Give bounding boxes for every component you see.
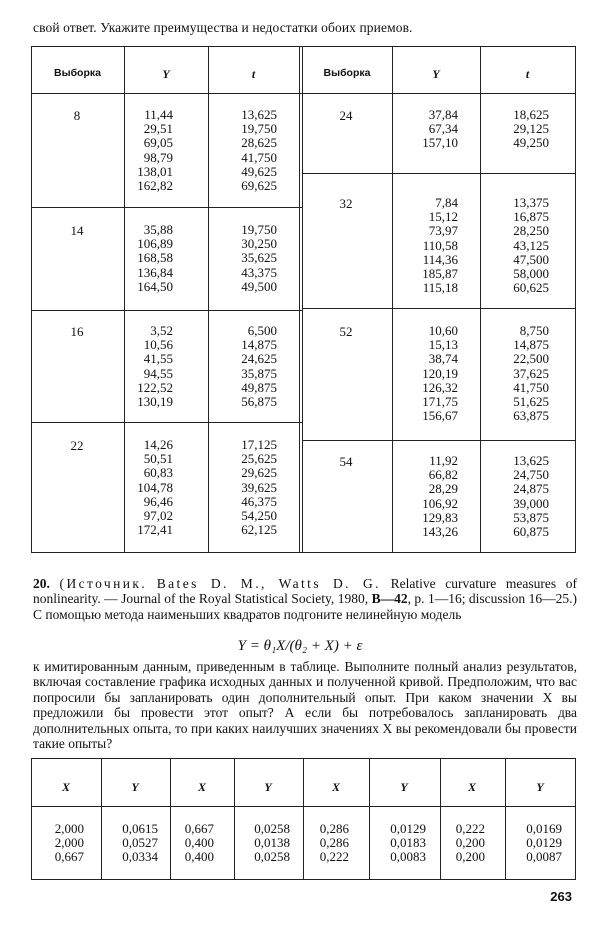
- t-values: 8,750 14,875 22,500 37,625 41,750 51,625 63,875: [513, 323, 549, 424]
- y-column: 0,0129 0,0183 0,0083: [390, 821, 426, 864]
- problem-text-2: к имитированным данным, приведенным в таблице. Выполните полный анализ результатов, включая составление графика исходных данных и полученной кривой. Предположим, что вас попросили бы запланировать один дополнительный опыт. При каком значении X вы предложили бы провести этот опыт? А если бы потребовалось запланировать два дополнительных опыта, то при каких наилучших значениях X вы рекомендовали бы провести такие опыты?: [33, 659, 577, 752]
- reference-text: Relative curvature measures of nonlinearity. — Journal of the Royal Statistical Society, 1980,: [33, 576, 578, 607]
- y-values: 7,84 15,12 73,97 110,58 114,36 185,87 115,18: [422, 195, 458, 296]
- t-values: 6,500 14,875 24,625 35,875 49,875 56,875: [241, 323, 277, 410]
- header-sample-right: Выборка: [323, 67, 371, 79]
- authors: Bates D. M., Watts D. G.: [156, 576, 381, 591]
- page-number: 263: [550, 889, 572, 904]
- sample-label: 54: [339, 454, 353, 469]
- y-values: 11,92 66,82 28,29 106,92 129,83 143,26: [422, 453, 458, 540]
- sample-label: 14: [70, 223, 84, 238]
- x-column: 2,000 2,000 0,667: [54, 821, 84, 864]
- y-column: 0,0615 0,0527 0,0334: [122, 821, 158, 864]
- header-y-right: Y: [432, 67, 440, 81]
- x-column: 0,286 0,286 0,222: [319, 821, 349, 864]
- header-y: Y: [131, 780, 139, 794]
- y-values: 37,84 67,34 157,10: [422, 107, 458, 151]
- simulated-data-table: [31, 758, 576, 880]
- sample-label: 52: [339, 324, 353, 339]
- t-values: 18,625 29,125 49,250: [513, 107, 549, 151]
- t-values: 13,625 19,750 28,625 41,750 49,625 69,625: [241, 107, 277, 194]
- model-formula: Y = θ₁X/(θ₂ + X) + ε: [237, 638, 363, 654]
- header-x: X: [61, 780, 70, 794]
- y-values: 35,88 106,89 168,58 136,84 164,50: [137, 222, 173, 294]
- sample-label: 8: [73, 108, 81, 123]
- header-x: X: [197, 780, 206, 794]
- sample-label: 22: [70, 438, 84, 453]
- header-t-left: t: [251, 67, 256, 81]
- t-values: 13,625 24,750 24,875 39,000 53,875 60,875: [513, 453, 549, 540]
- t-values: 17,125 25,625 29,625 39,625 46,375 54,250 62,125: [241, 437, 277, 538]
- y-values: 11,44 29,51 69,05 98,79 138,01 162,82: [137, 107, 173, 194]
- header-y-left: Y: [162, 67, 170, 81]
- sample-label: 16: [70, 324, 84, 339]
- header-y: Y: [264, 780, 272, 794]
- problem-text-1: [33, 576, 577, 622]
- y-values: 10,60 15,13 38,74 120,19 126,32 171,75 156,67: [422, 323, 458, 424]
- header-y: Y: [400, 780, 408, 794]
- reference-end: , p. 1—16; discussion 16—25.) С помощью метода наименьших квадратов подгоните нелинейную модель: [33, 591, 577, 622]
- header-x: X: [331, 780, 340, 794]
- x-column: 0,222 0,200 0,200: [455, 821, 485, 864]
- sample-label: 24: [339, 108, 353, 123]
- header-sample-left: Выборка: [54, 67, 101, 79]
- header-y: Y: [536, 780, 544, 794]
- header-t-right: t: [525, 67, 530, 81]
- y-values: 14,26 50,51 60,83 104,78 96,46 97,02 172,41: [137, 437, 173, 538]
- source-word: (Источник.: [59, 576, 148, 591]
- t-values: 19,750 30,250 35,625 43,375 49,500: [241, 222, 277, 294]
- volume: B—42: [371, 591, 408, 607]
- y-column: 0,0258 0,0138 0,0258: [254, 821, 290, 864]
- t-values: 13,375 16,875 28,250 43,125 47,500 58,000 60,625: [513, 195, 549, 296]
- sample-label: 32: [339, 196, 353, 211]
- x-column: 0,667 0,400 0,400: [184, 821, 214, 864]
- samples-table: [31, 46, 576, 553]
- problem-number: 20.: [33, 576, 50, 591]
- y-column: 0,0169 0,0129 0,0087: [526, 821, 562, 864]
- intro-line: свой ответ. Укажите преимущества и недостатки обоих приемов.: [33, 20, 413, 35]
- header-x: X: [467, 780, 476, 794]
- y-values: 3,52 10,56 41,55 94,55 122,52 130,19: [137, 323, 173, 410]
